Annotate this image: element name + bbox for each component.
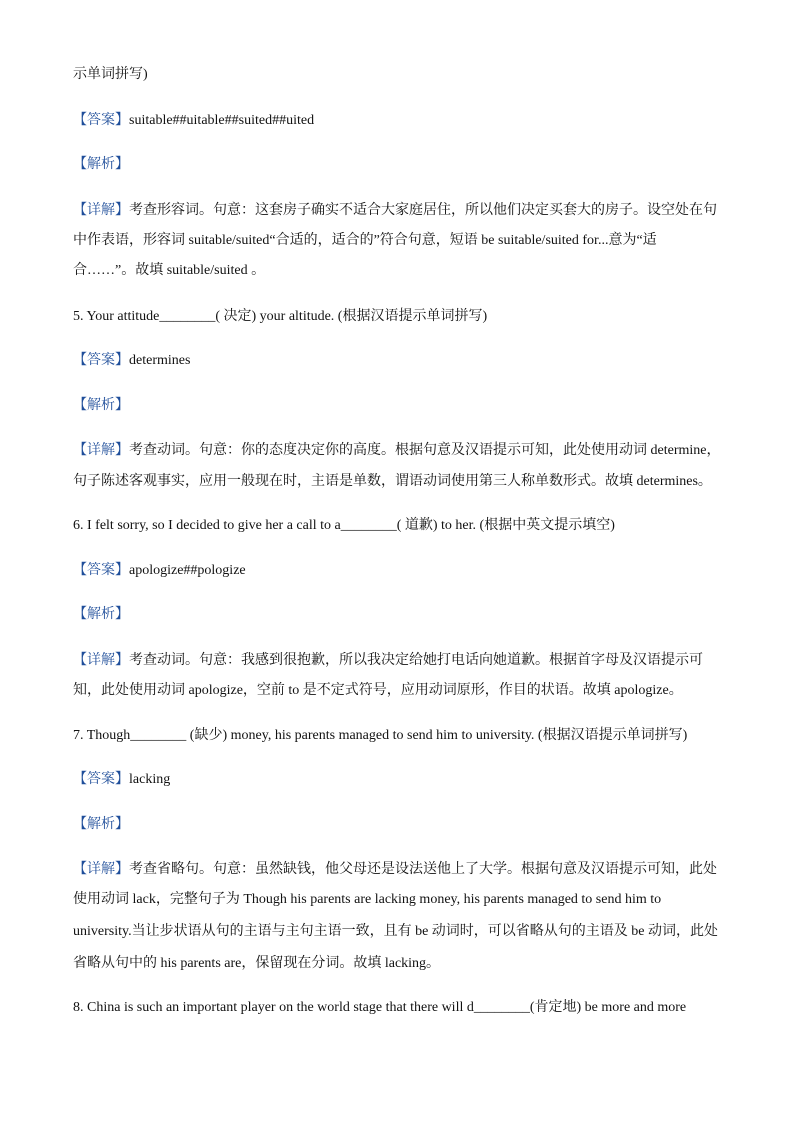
section-tag: 【解析】 <box>73 817 129 832</box>
explanation-line: 【详解】考查形容词。句意：这套房子确实不适合大家庭居住，所以他们决定买套大的房子。设空处在句 <box>73 203 717 218</box>
analysis-label-5 <box>73 396 129 416</box>
section-tag: 【答案】 <box>73 113 129 128</box>
explanation-line: 【详解】考查动词。句意：我感到很抱歉，所以我决定给她打电话向她道歉。根据首字母及汉语提示可 <box>73 653 703 668</box>
section-tag: 【解析】 <box>73 607 129 622</box>
question-7: 7. Though________ (缺少) money, his parents managed to send him to university. (根据汉语提示单词拼写) <box>73 728 688 743</box>
explanation-line: 使用动词 lack，完整句子为 Though his parents are lacking money, his parents managed to send him to <box>73 892 662 907</box>
explanation-line: university.当让步状语从句的主语与主句主语一致，且有 be 动词时，可以省略从句的主语及 be 动词，此处 <box>73 924 719 939</box>
question-6: 6. I felt sorry, so I decided to give her a call to a________( 道歉) to her. (根据中英文提示填空) <box>73 518 615 533</box>
analysis-label-7 <box>73 815 129 835</box>
section-tag: 【解析】 <box>73 398 129 413</box>
explanation-line: 【详解】考查省略句。句意：虽然缺钱，他父母还是设法送他上了大学。根据句意及汉语提示可知，此处 <box>73 862 717 877</box>
answer-line-5: 【答案】determines <box>73 353 191 368</box>
question-5: 5. Your attitude________( 决定) your altitude. (根据汉语提示单词拼写) <box>73 309 488 324</box>
section-tag: 【解析】 <box>73 157 129 172</box>
analysis-label-6 <box>73 605 129 625</box>
answer-line-6: 【答案】apologize##pologize <box>73 563 246 578</box>
answer-line-4: 【答案】suitable##uitable##suited##uited <box>73 113 315 128</box>
section-tag: 【答案】 <box>73 353 129 368</box>
answer-line-7: 【答案】lacking <box>73 772 171 787</box>
section-tag: 【详解】 <box>73 862 129 877</box>
section-tag: 【详解】 <box>73 443 129 458</box>
explanation-line: 知，此处使用动词 apologize，空前 to 是不定式符号，应用动词原形，作目的状语。故填 apologize。 <box>73 683 683 698</box>
explanation-line: 【详解】考查动词。句意：你的态度决定你的高度。根据句意及汉语提示可知，此处使用动词 determine， <box>73 443 721 458</box>
explanation-line: 省略从句中的 his parents are，保留现在分词。故填 lacking。 <box>73 956 441 971</box>
text-line-continuation: 示单词拼写) <box>73 67 148 82</box>
section-tag: 【答案】 <box>73 563 129 578</box>
explanation-line: 句子陈述客观事实，应用一般现在时，主语是单数，谓语动词使用第三人称单数形式。故填 determines。 <box>73 474 712 489</box>
explanation-line: 合……”。故填 suitable/suited 。 <box>73 263 266 278</box>
explanation-line: 中作表语，形容词 suitable/suited“合适的，适合的”符合句意，短语 be suitable/suited for...意为“适 <box>73 233 657 248</box>
question-8: 8. China is such an important player on the world stage that there will d________(肯定地) be more and more <box>73 1000 687 1015</box>
section-tag: 【详解】 <box>73 203 129 218</box>
section-tag: 【答案】 <box>73 772 129 787</box>
analysis-label-4 <box>73 155 129 175</box>
section-tag: 【详解】 <box>73 653 129 668</box>
